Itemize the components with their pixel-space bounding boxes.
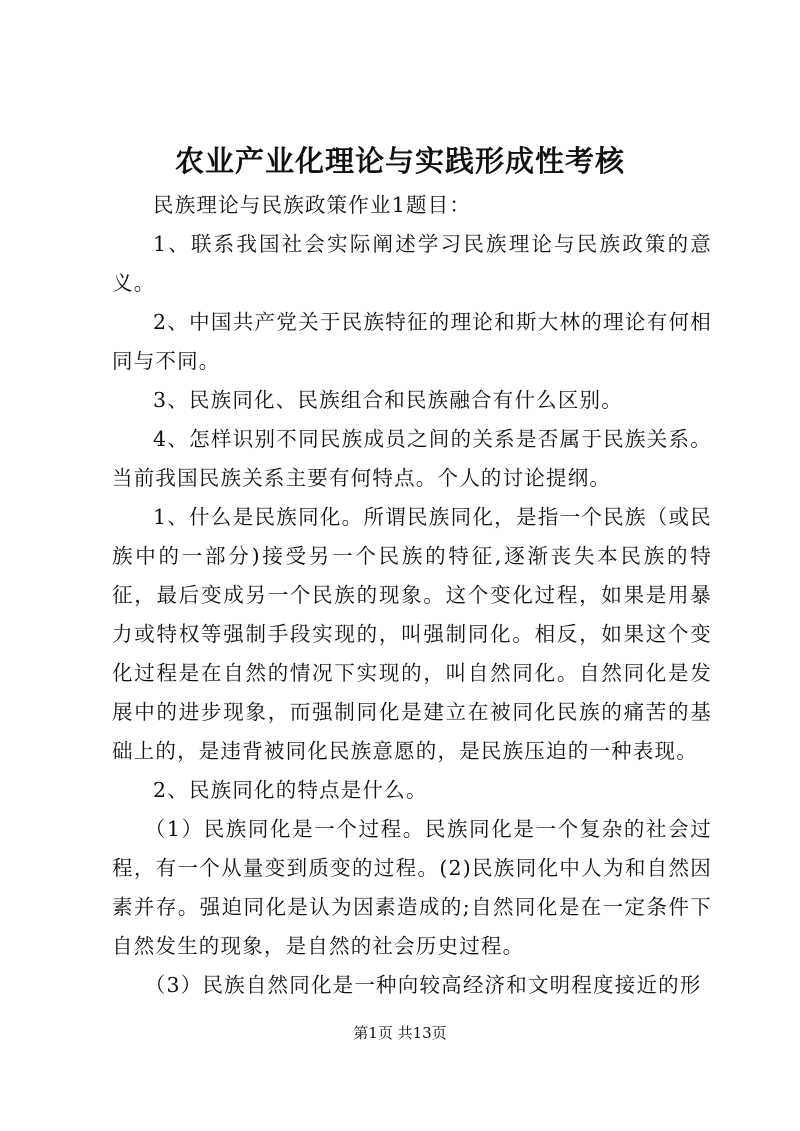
document-title: 农业产业化理论与实践形成性考核 [174, 144, 625, 178]
paragraph-answer-1: 1、什么是民族同化。所谓民族同化，是指一个民族（或民族中的一部分)接受另一个民族的特征,逐渐丧失本民族的特征，最后变成另一个民族的现象。这个变化过程，如果是用暴力或特权等强制手段实现的，叫强制同化。相反，如果这个变化过程是在自然的情况下实现的，叫自然同化。自然同化是发展中的进步现象，而强制同化是建立在被同化民族的痛苦的基础上的，是违背被同化民族意愿的，是民族压迫的一种表现。 [112, 505, 712, 763]
paragraph-question-1: 1、联系我国社会实际阐述学习民族理论与民族政策的意义。 [112, 232, 712, 295]
paragraph-answer-2-heading: 2、民族同化的特点是什么。 [153, 778, 428, 802]
paragraph-question-2: 2、中国共产党关于民族特征的理论和斯大林的理论有何相同与不同。 [112, 310, 712, 373]
paragraph-question-4: 4、怎样识别不同民族成员之间的关系是否属于民族关系。当前我国民族关系主要有何特点。个人的讨论提纲。 [112, 427, 712, 490]
paragraph-answer-2-points: （1）民族同化是一个过程。民族同化是一个复杂的社会过程，有一个从量变到质变的过程。(2)民族同化中人为和自然因素并存。强迫同化是认为因素造成的;自然同化是在一定条件下自然发生的现象，是自然的社会历史过程。 [112, 817, 712, 958]
paragraph-question-3: 3、民族同化、民族组合和民族融合有什么区别。 [153, 388, 623, 412]
page-number-footer: 第1页 共13页 [353, 1024, 447, 1042]
paragraph-answer-2-point-3: （3）民族自然同化是一种向较高经济和文明程度接近的形 [144, 973, 702, 997]
document-body [112, 186, 712, 1005]
paragraph-assignment-heading: 民族理论与民族政策作业1题目： [153, 193, 472, 217]
